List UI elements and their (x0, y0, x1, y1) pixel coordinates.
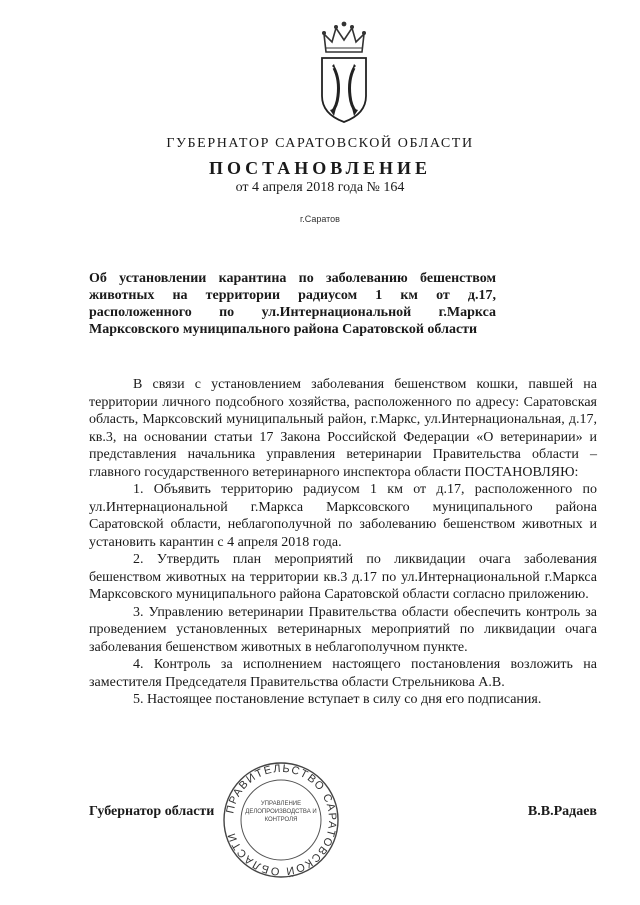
signature-name: В.В.Радаев (527, 804, 597, 819)
governor-title: ГУБЕРНАТОР САРАТОВСКОЙ ОБЛАСТИ (166, 136, 474, 151)
subject-line: Об установлении карантина по заболеванию бешенством (89, 271, 496, 286)
decree-item-3: 3. Управлению ветеринарии Правительства области обеспечить контроль за проведением установленных ветеринарных мероприятий по ликвидации очага заболевания бешенством животных в неблагополучном пункте. (89, 604, 597, 655)
subject-line: Марксовского муниципального района Саратовской области (89, 322, 478, 337)
saratov-coat-of-arms-icon (316, 18, 372, 128)
decree-item-1: 1. Объявить территорию радиусом 1 км от д.17, расположенного по ул.Интернациональной г.Маркса Марксовского муниципального района Саратовской области, неблагополучной по заболеванию бешенством животных и установить карантин с 4 апреля 2018 года. (89, 482, 597, 550)
decree-item-2: 2. Утвердить план мероприятий по ликвидации очага заболевания бешенством животных на территории кв.3 д.17 по ул.Интернациональной г.Маркса Марксовского муниципального района Саратовской области согласно приложению. (89, 552, 597, 602)
subject-line: животных на территории радиусом 1 км от д.17, (89, 288, 496, 303)
subject-line: расположенного по ул.Интернациональной г.Маркса (89, 305, 496, 320)
decree-date-number: от 4 апреля 2018 года № 164 (235, 180, 405, 195)
intro-paragraph: В связи с установлением заболевания бешенством кошки, павшей на территории личного подсобного хозяйства, расположенного по адресу: Саратовская область, Марксовский муниципальный район, г.Маркс, ул.Интернациональная, д.17, кв.3, на основании статьи 17 Закона Российской Федерации «О ветеринарии» и представления начальника управления ветеринарии Правительства области – главного государственного ветеринарного инспектора области ПОСТАНОВЛЯЮ: (89, 377, 597, 480)
decree-title: ПОСТАНОВЛЕНИЕ (208, 158, 432, 178)
signature-position: Губернатор области (89, 804, 215, 819)
signature-block (89, 804, 597, 824)
decree-body (89, 376, 597, 709)
decree-city: г.Саратов (300, 214, 340, 224)
seal-inner-text: УПРАВЛЕНИЕ ДЕЛОПРОИЗВОДСТВА И КОНТРОЛЯ (245, 801, 317, 823)
seal-outer-text: ПРАВИТЕЛЬСТВО САРАТОВСКОЙ ОБЛАСТИ (224, 762, 339, 878)
decree-item-5: 5. Настоящее постановление вступает в силу со дня его подписания. (133, 692, 542, 707)
decree-subject (89, 270, 496, 338)
decree-item-4: 4. Контроль за исполнением настоящего постановления возложить на заместителя Председателя Правительства области Стрельникова А.В. (89, 657, 597, 690)
